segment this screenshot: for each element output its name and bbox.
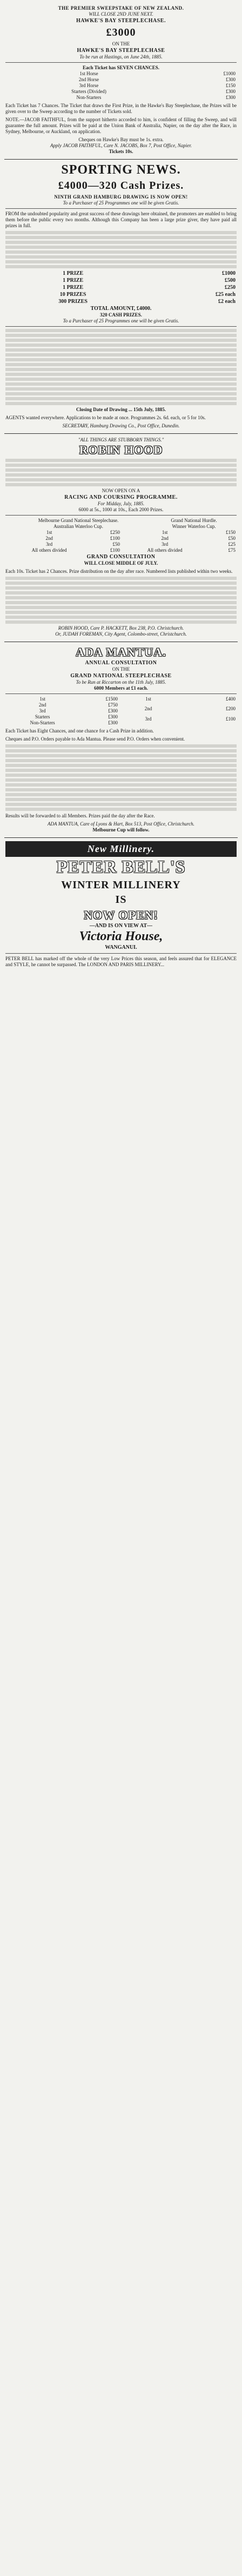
programme-heading: RACING AND COURSING PROGRAMME. [64, 494, 178, 500]
gratis-line: To a Purchaser of 25 Programmes one will be given Gratis. [63, 200, 179, 206]
race-date: To be run at Hastings, on June 24th, 1885. [79, 54, 163, 60]
peter-bell-body: PETER BELL has marked off the whole of the very Low Prices this season, and feels assured that for ELEGANCE and STYLE, he cannot be surpassed. The LONDON AND PARIS MILLINERY... [5, 956, 237, 967]
peter-bell-name: PETER BELL'S [56, 857, 186, 876]
table-row: Non-Starters £300 [30, 720, 118, 725]
robin-hood-prizes [5, 530, 237, 553]
table-row: 2nd £100 2nd £50 [45, 536, 236, 541]
ada-mantua-address: ADA MANTUA, Care of Lyons & Hart, Box 513, Post Office, Christchurch. [48, 821, 194, 827]
cheques-text: Cheques and P.O. Orders payable to Ada Mantua. Please send P.O. Orders when convenient. [5, 736, 185, 742]
result-text: Results will be forwarded to all Members. Prizes paid the day after the Race. [5, 813, 155, 818]
is-text: IS [115, 894, 127, 906]
horse-prizes [5, 696, 119, 726]
sporting-news-ad [4, 160, 238, 434]
on-the: ON THE [112, 666, 130, 672]
table-row: 2nd £200 [144, 706, 236, 712]
secretary-address: SECRETARY, Hamburg Drawing Co., Post Office, Dunedin. [62, 423, 180, 428]
cheques-text: Cheques on Hawke's Bay must be 1s. extra. [78, 137, 164, 142]
table-row: 1st £1500 [39, 696, 118, 702]
robin-hood-quote: "ALL THINGS ARE STUBBORN THINGS." [78, 437, 164, 442]
closes-line: WILL CLOSE 2ND JUNE NEXT. [89, 11, 153, 17]
newspaper-column [4, 0, 238, 974]
each-ticket-text: Each Ticket has Eight Chances, and one chance for a Cash Prize in addition. [5, 728, 154, 734]
notice-text: Each Ticket has 7 Chances. The Ticket that draws the First Prize, in the Hawke's Bay Steeplechase, the Prizes will be given over to the Sweep according to the number of Tickets sold. [5, 103, 237, 114]
programme-info: 6000 at 5s., 1000 at 10s., Each 2000 Prizes. [78, 507, 164, 512]
robin-hood-heading: ROBIN HOOD [79, 443, 163, 457]
table-row: 1st £400 [145, 696, 236, 702]
table-row: 2nd Horse £300 [78, 77, 236, 82]
hamburg-line: NINTH GRAND HAMBURG DRAWING IS NOW OPEN! [54, 194, 188, 200]
cash-prizes [123, 696, 237, 726]
table-row: 1 PRIZE £500 [63, 278, 236, 283]
table-row: All others divided £100 All others divided £75 [31, 547, 236, 553]
table-row: Australian Waterloo Cup. Winner Waterloo Cup. [53, 524, 216, 529]
peter-bell-ad [4, 838, 238, 974]
prize-table [5, 71, 237, 101]
steeplechase-title: HAWKE'S BAY STEEPLECHASE. [76, 18, 166, 24]
table-row: 3rd £100 [145, 716, 236, 722]
on-view: —AND IS ON VIEW AT— [89, 923, 153, 929]
race-date: To be Run at Riccarton on the 11th July, 1885. [76, 679, 166, 685]
table-row: 1st Horse £1000 [79, 71, 236, 76]
hawkes-bay-sweep-ad [4, 2, 238, 160]
new-millinery-banner: New Millinery. [5, 841, 237, 857]
purchase-line: To a Purchaser of 25 Programmes one will be given Gratis. [63, 318, 179, 323]
programme-date: For Midday, July, 1885. [97, 501, 145, 506]
text-filler [5, 329, 237, 405]
melbourne-cup-note: Melbourne Cup will follow. [92, 827, 150, 833]
on-the: ON THE [112, 41, 130, 47]
table-row: 3rd Horse £150 [79, 83, 236, 88]
table-row: 1 PRIZE £1000 [63, 270, 236, 276]
each-ticket-chances: Each Ticket has SEVEN CHANCES. [83, 65, 159, 70]
now-open: NOW OPEN! [84, 908, 158, 922]
note-text: NOTE.—JACOB FAITHFUL, from the support hitherto accorded to him, is confident of filling the Sweep, and will guarantee the full amount. Prizes will be paid at the Union Bank of Australia, Napier, on the day after the Race, in Sydney, Melbourne, or Auckland, on application. [5, 117, 237, 134]
table-row: Melbourne Grand National Steeplechase. Grand National Hurdle. [38, 518, 217, 523]
annual-consultation: ANNUAL CONSULTATION [85, 660, 157, 666]
victoria-house: Victoria House, [79, 929, 163, 943]
table-row: Non-Starters £300 [76, 95, 236, 100]
table-row: 3rd £300 [39, 708, 118, 714]
now-open-on: NOW OPEN ON A [102, 488, 140, 493]
text-filler [5, 577, 237, 624]
body-text: FROM the undoubted popularity and great success of these drawings here obtained, the promoters are enabled to bring them before the public every two months. Although this Company has been a large prize giver, they have paid all prizes in full. [5, 211, 237, 228]
table-row: 2nd £750 [38, 702, 118, 708]
agents-text: AGENTS wanted everywhere. Applications to be made at once. Programmes 2s. 6d. each, or 5 for 10s. [5, 415, 206, 420]
race-name: GRAND NATIONAL STEEPLECHASE [70, 673, 172, 679]
premier-sweep-heading: THE PREMIER SWEEPSTAKE OF NEW ZEALAND. [58, 5, 184, 11]
table-row: 1 PRIZE £250 [63, 285, 236, 290]
total-amount: TOTAL AMOUNT, £4000. [90, 306, 152, 312]
closing-date: Closing Date of Drawing ... 15th July, 1885. [76, 407, 166, 412]
text-filler [5, 744, 237, 811]
cash-prizes-count: 320 CASH PRIZES. [100, 312, 142, 318]
prize-list [5, 270, 237, 305]
amount: £3000 [106, 27, 136, 38]
members: 6000 Members at £1 each. [94, 685, 148, 691]
cash-prizes-heading: £4000—320 Cash Prizes. [58, 180, 184, 191]
table-row: Starters £300 [35, 714, 118, 719]
table-row: 10 PRIZES £25 each [59, 292, 236, 298]
races-table [5, 518, 237, 530]
table-row: 1st £250 1st £150 [46, 530, 236, 535]
wanganui: WANGANUI. [105, 944, 137, 950]
ada-mantua-ad [4, 642, 238, 838]
ticket-price: Tickets 10s. [109, 149, 133, 154]
grand-consultation: GRAND CONSULTATION [86, 554, 156, 560]
close-line: WILL CLOSE MIDDLE OF JULY. [84, 560, 158, 566]
winter-millinery: WINTER MILLINERY [61, 879, 181, 891]
ada-mantua-heading: ADA MANTUA. [76, 645, 166, 659]
sporting-heading: SPORTING NEWS. [61, 163, 181, 177]
agent-address: Or, JUDAH FOREMAN, City Agent, Colombo-street, Christchurch. [55, 631, 187, 637]
table-row: 300 PRIZES £2 each [58, 299, 236, 305]
race-name: HAWKE'S BAY STEEPLECHASE [77, 48, 165, 54]
table-row: Starters (Divided) £300 [71, 89, 236, 94]
text-filler [5, 459, 237, 486]
apply-text: Apply JACOB FAITHFUL, Care N. JACOBS, Box 7, Post Office, Napier. [50, 143, 192, 148]
robin-hood-ad [4, 434, 238, 642]
text-filler [5, 231, 237, 268]
extra-text: Each 10s. Ticket has 2 Chances. Prize distribution on the day after race. Numbered lists published within two weeks. [5, 569, 233, 574]
robin-hood-address: ROBIN HOOD, Care P. HACKETT, Box 238, P.O. Christchurch. [58, 625, 184, 631]
prize-columns [5, 696, 237, 726]
table-row: 3rd £50 3rd £25 [46, 541, 236, 547]
